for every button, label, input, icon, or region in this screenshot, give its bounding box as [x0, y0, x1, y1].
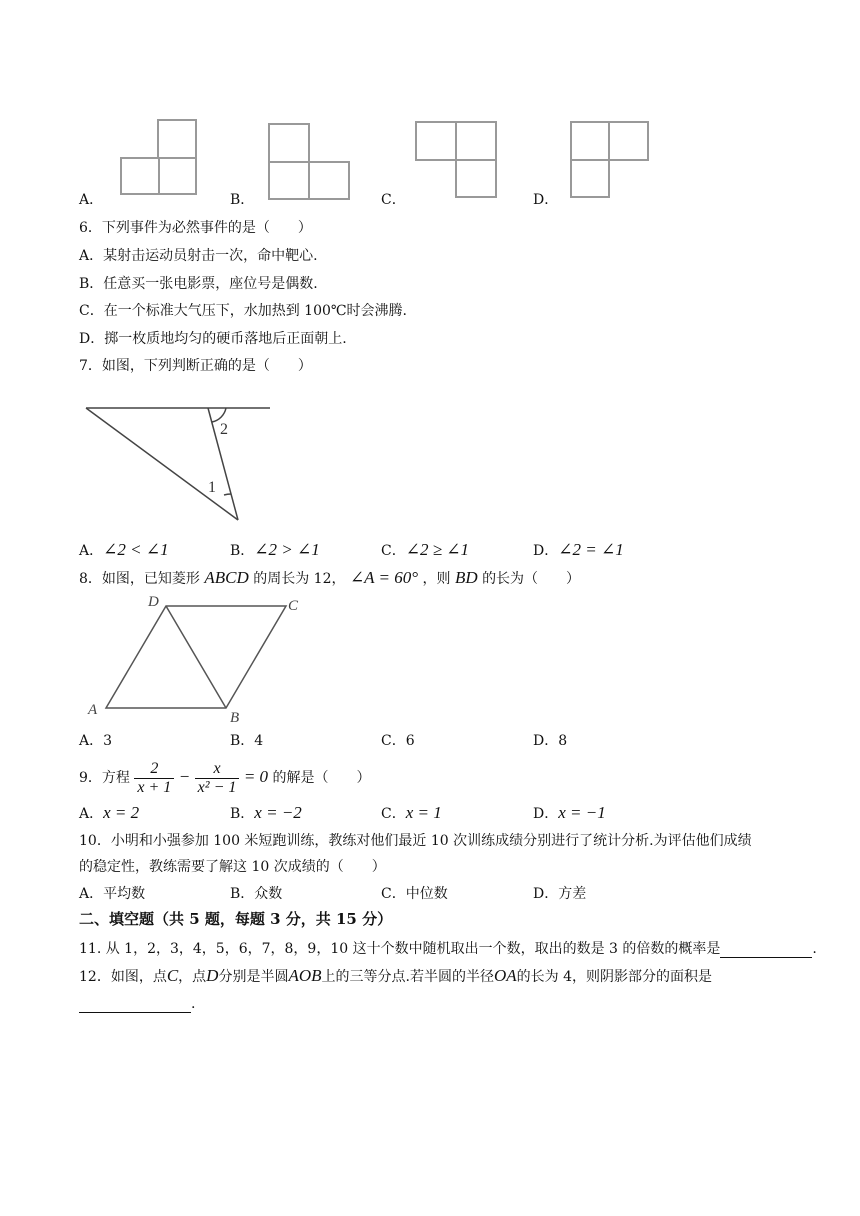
- q6-stem: 6．下列事件为必然事件的是（ ）: [79, 220, 312, 236]
- q11-answer-blank[interactable]: [720, 943, 812, 958]
- q7-option-c: C．∠2 ≥ ∠1: [381, 540, 470, 559]
- q5-option-a-label: A．: [79, 192, 104, 208]
- q7-figure: [80, 398, 280, 528]
- q6-option-c: C．在一个标准大气压下，水加热到 100℃时会沸腾.: [79, 303, 407, 319]
- q5-option-b-figure: [266, 122, 354, 202]
- q7-angle-2-label: 2: [220, 421, 228, 438]
- q10-line-1: 10．小明和小强参加 100 米短跑训练，教练对他们最近 10 次训练成绩分别进行了统计分析.为评估他们成绩: [79, 833, 752, 849]
- q6-option-d: D．掷一枚质地均匀的硬币落地后正面朝上.: [79, 331, 347, 347]
- q9-option-a: A．x = 2: [79, 803, 140, 822]
- q12-answer-blank[interactable]: [79, 998, 191, 1013]
- section-2-title: 二、填空题（共 5 题，每题 3 分，共 15 分）: [79, 910, 393, 928]
- q10-line-2: 的稳定性，教练需要了解这 10 次成绩的（ ）: [79, 859, 386, 875]
- q11: 11. 从 1，2，3，4，5，6，7，8，9，10 这十个数中随机取出一个数，取出的数是 3 的倍数的概率是 .: [79, 941, 817, 957]
- q5-option-c-figure: [413, 120, 501, 200]
- q8-vertex-a: A: [88, 702, 98, 718]
- q9-stem: 9．方程 $\frac{2}{x + 1}$ − $\frac{x}{\text{x² − 1}}$ = 0 的解是（ ）: [79, 759, 371, 796]
- q9-fraction-1: $\frac{2}{x + 1}$: [134, 760, 174, 797]
- q10-option-d: D．方差: [533, 886, 587, 902]
- q7-angle-1-label: 1: [208, 479, 216, 496]
- q10-option-c: C．中位数: [381, 886, 448, 902]
- q7-stem: 7．如图，下列判断正确的是（ ）: [79, 358, 312, 374]
- q5-option-c-label: C．: [381, 192, 406, 208]
- q5-option-b-label: B．: [230, 192, 255, 208]
- q6-option-a: A．某射击运动员射击一次，命中靶心.: [79, 248, 318, 264]
- q12-answer-line: .: [79, 995, 195, 1013]
- q9-fraction-2: $\frac{x}{\text{x² − 1}}$: [195, 760, 240, 797]
- q8-stem: 8．如图，已知菱形 ABCD 的周长为 12， ∠A = 60° ，则 BD 的长为（ ）: [79, 568, 581, 587]
- q8-option-a: A．3: [79, 733, 113, 749]
- q10-option-a: A．平均数: [79, 886, 146, 902]
- q5-option-d-label: D．: [533, 192, 559, 208]
- q7-option-a: A．∠2 < ∠1: [79, 540, 169, 559]
- q8-rhombus-figure: [82, 590, 312, 726]
- q7-option-d: D．∠2 = ∠1: [533, 540, 624, 559]
- q5-option-d-figure: [568, 120, 652, 200]
- q9-option-d: D．x = −1: [533, 803, 606, 822]
- q8-option-b: B．4: [230, 733, 264, 749]
- q8-vertex-c: C: [288, 598, 299, 614]
- q12: 12．如图，点C，点D分别是半圆AOB上的三等分点.若半圆的半径OA的长为 4，则阴影部分的面积是: [79, 966, 712, 985]
- q9-option-c: C．x = 1: [381, 803, 442, 822]
- q8-vertex-b: B: [230, 710, 240, 726]
- q8-option-c: C．6: [381, 733, 415, 749]
- q5-option-a-figure: [118, 118, 202, 198]
- q6-option-b: B．任意买一张电影票，座位号是偶数.: [79, 276, 318, 292]
- q10-option-b: B．众数: [230, 886, 283, 902]
- q7-option-b: B．∠2 > ∠1: [230, 540, 320, 559]
- q8-option-d: D．8: [533, 733, 568, 749]
- q9-option-b: B．x = −2: [230, 803, 302, 822]
- q8-vertex-d: D: [148, 594, 159, 610]
